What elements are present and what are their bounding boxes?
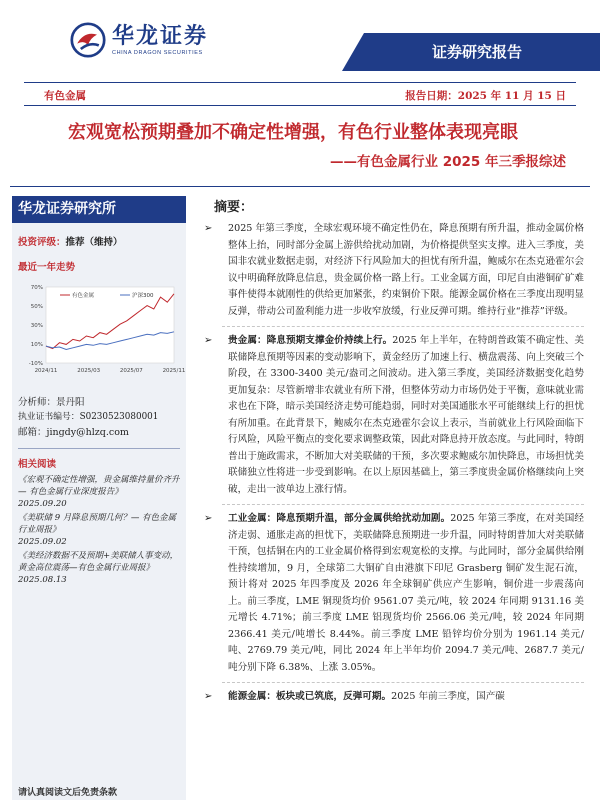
abstract-label: 摘要： — [214, 200, 254, 215]
related-item-date: 2025.08.13 — [18, 575, 67, 585]
industrial-metals-paragraph — [198, 511, 584, 676]
report-date: 报告日期：2025 年 11 月 15 日 — [405, 90, 566, 102]
y-tick-label: -10% — [28, 361, 43, 367]
x-tick-label: 2025/11 — [162, 368, 186, 374]
divider — [18, 448, 180, 449]
legend-label: 有色金属 — [72, 293, 95, 299]
investment-rating — [12, 235, 186, 250]
plot-area — [46, 287, 174, 363]
y-tick-label: 10% — [30, 342, 43, 348]
divider — [222, 326, 584, 327]
related-item[interactable] — [12, 550, 186, 586]
trend-label: 最近一年走势 — [18, 262, 76, 273]
report-subtitle: ——有色金属行业 2025 年三季报综述 — [330, 154, 566, 170]
arrow-bullet-icon: ➢ — [204, 223, 213, 234]
arrow-bullet-icon: ➢ — [204, 513, 213, 524]
x-tick-label: 2024/11 — [34, 368, 58, 374]
paragraph-text: 2025 年第三季度，全球宏观环境不确定性仍在，降息预期有所升温，推动金属价格整体上抬，同时部分金属上游供给扰动加剧，为价格提供坚实支撑。进入三季度，美国非农就业数据走弱，对经济下行风险加大的担忧有所升温，鲍威尔在杰克逊霍尔会议中明确释放降息信息，贵金属价格一路上行。工业金属方面，印尼自由港铜矿矿难事件使得本就刚性的供给更加紧张，约束铜价下限。能源金属价格在三季度出现明显反弹，带动公司盈利能力进一步收窄放缓，行业反弹可期。维持行业“推荐”评级。 — [228, 223, 584, 317]
paragraph-text: 2025 年前三季度，国产碳 — [391, 691, 505, 702]
related-item-date: 2025.09.20 — [18, 499, 67, 509]
precious-metals-paragraph — [198, 333, 584, 498]
related-reading-title: 相关阅读 — [18, 459, 57, 470]
logo-chinese-name: 华龙证券 — [112, 23, 209, 49]
report-type-banner: 证券研究报告 — [342, 33, 600, 71]
related-item-title: 《美经济数据不及预期+美联储人事变动，黄金高位震荡—有色金属行业周报》 — [18, 551, 179, 573]
report-header — [0, 0, 600, 78]
rating-label: 投资评级： — [18, 237, 66, 248]
abstract-paragraph — [198, 221, 584, 320]
x-tick-label: 2025/07 — [119, 368, 143, 374]
arrow-bullet-icon: ➢ — [204, 691, 213, 702]
analyst-name: 分析师：景丹阳 — [18, 397, 85, 408]
paragraph-heading: 贵金属：降息预期支撑金价持续上行。 — [228, 335, 393, 346]
paragraph-text: 2025 年第三季度，在对美国经济走弱、通胀走高的担忧下，美联储降息预期进一步升温，同时特朗普加大对美联储干预，包括铜在内的工业金属价格得到宏观宽松的支撑。与此同时，部分金属供给刚性持续增加，9 月，全球第二大铜矿自由港旗下印尼 Grasberg 铜矿发生泥石流，预计将对 2025 年四季度及 2026 年全球铜矿供应产生影响，铜价进一步震荡向上。前三季度，LME 铜现货均价 9561.07 美元/吨，较 2024 年同期 9131.16 美元增长 4.71%；前三季度 LME 铝现货均价 2566.06 美元/吨，较 2024 年同期 2366.41 美元/吨增长 8.44%。前三季度 LME 铅锌均价分别为 1961.14 美元/吨、2769.79 美元/吨，同比 2024 年上半年均价 2094.7 美元/吨、2687.7 美元/吨分别下降 6.38%、上涨 3.05%。 — [228, 513, 585, 673]
dragon-logo-icon — [70, 22, 106, 58]
related-item-date: 2025.09.02 — [18, 537, 67, 547]
paragraph-heading: 能源金属：板块或已筑底，反弹可期。 — [228, 691, 392, 702]
institute-name: 华龙证券研究所 — [12, 196, 186, 223]
y-tick-label: 30% — [30, 323, 43, 329]
analyst-email[interactable]: 邮箱：jingdy@hlzq.com — [18, 427, 129, 438]
y-tick-label: 70% — [30, 285, 43, 291]
logo-english-name: CHINA DRAGON SECURITIES — [112, 49, 203, 56]
energy-metals-paragraph — [198, 689, 584, 706]
related-item-title: 《美联储 9 月降息预期几何？— 有色金属行业周报》 — [18, 513, 177, 535]
paragraph-text: 2025 年上半年，在特朗普政策不确定性、美联储降息预期等因素的变动影响下，黄金经历了加速上行、横盘震荡、向上突破三个阶段，在 3300-3400 美元/盎司之间波动。进入第三季度，美国经济数据变化趋势更加复杂：尽管新增非农就业有所下滑，但整体劳动力市场仍处于平衡，意味就业需求也在下降，暗示美国经济走势可能趋弱，同时对美国通胀水平可能继续上行的担忧有所加重。在此背景下，鲍威尔在杰克逊霍尔会议上表示，当前就业上行风险面临下行风险，风险平衡点的变化要求调整政策，因此对降息持开放态度。与此同时，特朗普出于施政需求，不断加大对美联储的干预，多次要求鲍威尔加快降息，市场担忧美联储独立性将进一步受到影响。在以上原因基础上，第三季度贵金属价格继续向上突破，走出一波单边上涨行情。 — [228, 335, 584, 495]
x-tick-label: 2025/03 — [77, 368, 101, 374]
related-item[interactable] — [12, 474, 186, 510]
related-item[interactable] — [12, 512, 186, 548]
rating-value: 推荐（维持） — [65, 237, 123, 248]
divider — [24, 82, 576, 83]
divider — [10, 186, 590, 187]
trend-chart — [18, 279, 186, 379]
report-title: 宏观宽松预期叠加不确定性增强，有色行业整体表现亮眼 — [68, 122, 518, 143]
divider — [24, 105, 576, 106]
divider — [222, 504, 584, 505]
paragraph-heading: 工业金属：降息预期升温，部分金属供给扰动加剧。 — [228, 513, 451, 524]
legend-label: 沪深300 — [132, 293, 154, 299]
y-tick-label: 50% — [30, 304, 43, 310]
industry-label: 有色金属 — [44, 90, 86, 102]
related-item-title: 《宏观不确定性增强，贵金属维持量价齐升 — 有色金属行业深度报告》 — [18, 475, 180, 497]
sidebar — [12, 196, 186, 800]
certificate-number: 执业证书编号：S0230523080001 — [18, 412, 159, 422]
disclaimer-note: 请认真阅读文后免责条款 — [18, 788, 118, 798]
company-logo — [70, 22, 208, 58]
arrow-bullet-icon: ➢ — [204, 335, 213, 346]
divider — [222, 682, 584, 683]
abstract-section — [198, 196, 584, 800]
